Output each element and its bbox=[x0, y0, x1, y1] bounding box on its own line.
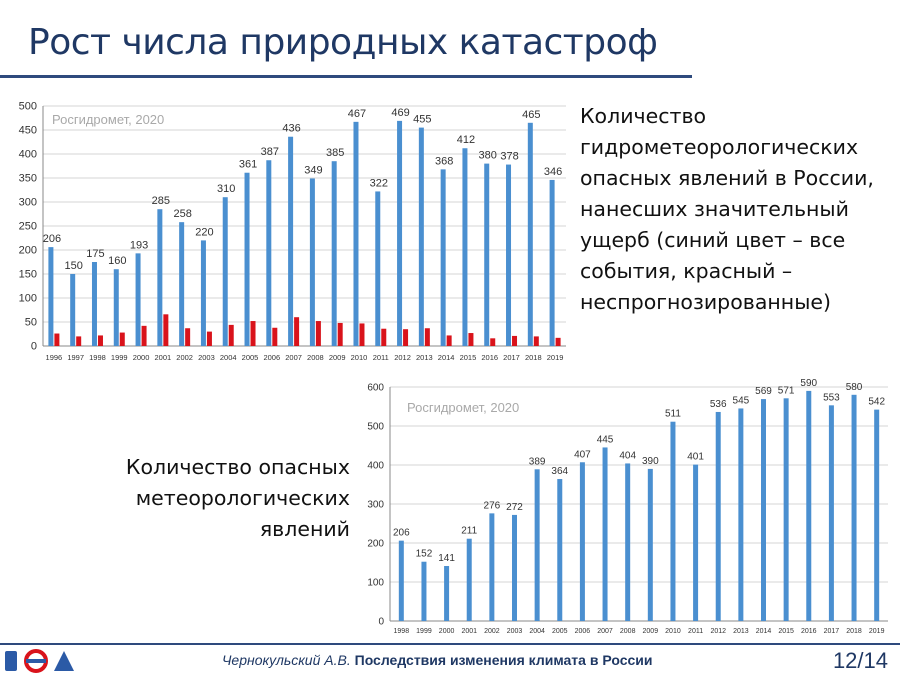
x-tick-label: 2001 bbox=[154, 353, 172, 362]
bar-all-events bbox=[444, 566, 449, 621]
bar-data-label: 389 bbox=[528, 456, 546, 468]
bar-all-events bbox=[625, 463, 630, 621]
x-tick-label: 2013 bbox=[416, 353, 433, 362]
bar-data-label: 385 bbox=[326, 147, 345, 160]
bar-all-events bbox=[603, 447, 608, 621]
bar-data-label: 150 bbox=[64, 260, 83, 272]
bar-data-label: 175 bbox=[86, 248, 105, 260]
bar-unforecast-events bbox=[142, 326, 147, 346]
x-tick-label: 2015 bbox=[459, 353, 477, 362]
bar-unforecast-events bbox=[316, 321, 321, 346]
bar-unforecast-events bbox=[251, 321, 256, 346]
bar-data-label: 349 bbox=[304, 164, 323, 177]
bar-all-events bbox=[48, 247, 53, 346]
bar-all-events bbox=[512, 515, 517, 621]
bar-all-events bbox=[399, 541, 404, 621]
y-tick-label: 500 bbox=[367, 421, 384, 433]
bar-data-label: 361 bbox=[238, 158, 258, 171]
bar-data-label: 276 bbox=[483, 500, 501, 512]
bar-data-label: 152 bbox=[415, 548, 433, 560]
bar-all-events bbox=[693, 465, 698, 621]
chart-source-annotation: Росгидромет, 2020 bbox=[407, 400, 520, 415]
bar-unforecast-events bbox=[76, 336, 81, 346]
x-tick-label: 2017 bbox=[823, 628, 840, 635]
x-tick-label: 2002 bbox=[484, 628, 500, 635]
bar-data-label: 404 bbox=[619, 450, 637, 462]
bar-unforecast-events bbox=[425, 328, 430, 346]
bar-unforecast-events bbox=[163, 314, 168, 346]
x-tick-label: 2013 bbox=[733, 628, 749, 635]
bar-all-events bbox=[738, 408, 743, 621]
bar-all-events bbox=[223, 197, 228, 346]
bar-unforecast-events bbox=[534, 336, 539, 346]
bar-data-label: 445 bbox=[596, 434, 614, 446]
bar-all-events bbox=[397, 121, 402, 346]
x-tick-label: 2019 bbox=[868, 628, 885, 635]
x-tick-label: 2003 bbox=[506, 628, 523, 635]
footer-caption bbox=[222, 652, 652, 668]
bar-unforecast-events bbox=[98, 335, 103, 346]
page-number: 12/14 bbox=[832, 648, 888, 673]
bar-data-label: 272 bbox=[506, 501, 523, 513]
bar-data-label: 511 bbox=[664, 408, 681, 420]
bar-data-label: 160 bbox=[108, 255, 127, 268]
y-tick-label: 150 bbox=[18, 268, 37, 281]
y-tick-label: 100 bbox=[367, 577, 384, 589]
y-tick-label: 50 bbox=[24, 316, 37, 329]
bar-data-label: 401 bbox=[687, 451, 704, 463]
y-tick-label: 400 bbox=[18, 148, 37, 161]
x-tick-label: 2008 bbox=[619, 628, 636, 635]
bar-data-label: 211 bbox=[461, 525, 478, 537]
x-tick-label: 2012 bbox=[394, 353, 411, 362]
bar-unforecast-events bbox=[272, 328, 277, 346]
bar-unforecast-events bbox=[120, 333, 125, 346]
bar-all-events bbox=[580, 462, 585, 621]
bar-all-events bbox=[874, 410, 879, 621]
bar-all-events bbox=[506, 165, 511, 346]
y-tick-label: 200 bbox=[367, 538, 384, 550]
bar-all-events bbox=[70, 274, 75, 346]
y-tick-label: 100 bbox=[18, 292, 37, 305]
chart1-description: Количество гидрометеорологических опасных явлений в России, нанесших значительный ущерб (синий цвет – все события, красный – неспрогнозированные) bbox=[580, 104, 874, 314]
bar-all-events bbox=[829, 405, 834, 621]
bar-data-label: 220 bbox=[195, 226, 214, 239]
bar-all-events bbox=[484, 164, 489, 346]
x-tick-label: 2009 bbox=[642, 628, 659, 635]
bar-all-events bbox=[157, 209, 162, 346]
bar-unforecast-events bbox=[556, 338, 561, 346]
bar-unforecast-events bbox=[294, 317, 299, 346]
x-tick-label: 2010 bbox=[350, 353, 368, 362]
bar-data-label: 412 bbox=[456, 134, 476, 147]
x-tick-label: 1997 bbox=[67, 353, 85, 362]
bar-data-label: 285 bbox=[151, 195, 171, 208]
y-tick-label: 300 bbox=[367, 499, 384, 511]
x-tick-label: 2011 bbox=[372, 353, 389, 362]
bar-all-events bbox=[550, 180, 555, 346]
chart1-svg bbox=[0, 96, 570, 366]
bar-all-events bbox=[670, 422, 675, 621]
y-tick-label: 600 bbox=[367, 382, 384, 394]
bar-data-label: 407 bbox=[574, 449, 591, 461]
bar-all-events bbox=[201, 240, 206, 346]
bar-data-label: 364 bbox=[551, 466, 569, 478]
chart2-svg bbox=[355, 378, 900, 640]
bar-data-label: 580 bbox=[845, 381, 863, 393]
title-divider bbox=[0, 75, 692, 78]
bar-all-events bbox=[179, 222, 184, 346]
bar-data-label: 387 bbox=[260, 146, 279, 159]
x-tick-label: 2004 bbox=[219, 353, 237, 362]
bar-all-events bbox=[375, 191, 380, 346]
bar-data-label: 390 bbox=[641, 455, 659, 467]
bar-unforecast-events bbox=[447, 335, 452, 346]
footer-presentation-title: Последствия изменения климата в России bbox=[354, 652, 653, 668]
bar-data-label: 141 bbox=[438, 553, 455, 565]
bar-unforecast-events bbox=[359, 323, 364, 346]
footer-divider bbox=[0, 643, 900, 645]
bar-data-label: 569 bbox=[755, 386, 772, 398]
y-tick-label: 200 bbox=[18, 244, 37, 257]
x-tick-label: 2014 bbox=[755, 628, 772, 635]
x-tick-label: 2006 bbox=[574, 628, 591, 635]
y-tick-label: 250 bbox=[18, 220, 37, 233]
bar-data-label: 206 bbox=[392, 527, 410, 539]
y-tick-label: 450 bbox=[18, 124, 37, 137]
bar-unforecast-events bbox=[468, 333, 473, 346]
footer-author: Чернокульский А.В. bbox=[222, 652, 351, 668]
x-tick-label: 2017 bbox=[503, 353, 520, 362]
bar-all-events bbox=[716, 412, 721, 621]
x-tick-label: 1999 bbox=[110, 353, 128, 362]
x-tick-label: 2004 bbox=[529, 628, 545, 635]
bar-unforecast-events bbox=[229, 325, 234, 346]
bar-data-label: 258 bbox=[173, 208, 192, 221]
bar-unforecast-events bbox=[54, 334, 59, 346]
x-tick-label: 2015 bbox=[778, 628, 794, 635]
bar-all-events bbox=[462, 148, 467, 346]
bar-data-label: 206 bbox=[42, 233, 62, 246]
bar-data-label: 378 bbox=[500, 150, 519, 163]
x-tick-label: 1998 bbox=[393, 628, 410, 635]
slide-title: Рост числа природных катастроф bbox=[28, 22, 658, 63]
x-tick-label: 2000 bbox=[438, 628, 455, 635]
bar-data-label: 322 bbox=[369, 177, 388, 190]
bar-data-label: 536 bbox=[709, 398, 727, 410]
x-tick-label: 2005 bbox=[241, 353, 259, 362]
y-tick-label: 0 bbox=[30, 340, 37, 353]
bar-data-label: 590 bbox=[800, 378, 818, 389]
bar-all-events bbox=[419, 128, 424, 346]
x-tick-label: 2018 bbox=[524, 353, 542, 362]
bar-all-events bbox=[806, 391, 811, 621]
institute-logo bbox=[4, 648, 76, 674]
bar-unforecast-events bbox=[512, 336, 517, 346]
bar-all-events bbox=[136, 253, 141, 346]
x-tick-label: 2018 bbox=[846, 628, 862, 635]
bar-unforecast-events bbox=[403, 329, 408, 346]
bar-all-events bbox=[114, 269, 119, 346]
bar-all-events bbox=[332, 161, 337, 346]
chart2-description: Количество опасных метеорологических явлений bbox=[125, 455, 350, 541]
bar-all-events bbox=[421, 562, 426, 621]
hazard-events-chart bbox=[0, 96, 570, 366]
bar-all-events bbox=[535, 469, 540, 621]
x-tick-label: 2016 bbox=[800, 628, 817, 635]
meteorological-events-chart bbox=[355, 378, 900, 640]
bar-data-label: 310 bbox=[217, 183, 236, 196]
bar-all-events bbox=[266, 160, 271, 346]
x-tick-label: 2012 bbox=[710, 628, 727, 635]
y-tick-label: 350 bbox=[18, 172, 37, 185]
x-tick-label: 2007 bbox=[597, 628, 613, 635]
bar-all-events bbox=[784, 398, 789, 621]
y-tick-label: 500 bbox=[18, 100, 37, 113]
bar-data-label: 465 bbox=[522, 108, 541, 121]
x-tick-label: 2007 bbox=[285, 353, 302, 362]
x-tick-label: 2001 bbox=[461, 628, 478, 635]
bar-data-label: 571 bbox=[777, 385, 795, 397]
bar-unforecast-events bbox=[207, 332, 212, 346]
bar-data-label: 346 bbox=[543, 165, 563, 178]
bar-unforecast-events bbox=[381, 329, 386, 346]
bar-all-events bbox=[528, 123, 533, 346]
bar-all-events bbox=[467, 539, 472, 621]
x-tick-label: 2000 bbox=[132, 353, 150, 362]
x-tick-label: 2006 bbox=[263, 353, 281, 362]
bar-data-label: 542 bbox=[868, 396, 886, 408]
bar-all-events bbox=[441, 169, 446, 346]
bar-data-label: 368 bbox=[434, 155, 454, 168]
bar-all-events bbox=[648, 469, 653, 621]
chart-source-annotation: Росгидромет, 2020 bbox=[52, 112, 165, 127]
bar-all-events bbox=[288, 137, 293, 346]
bar-data-label: 553 bbox=[823, 392, 840, 404]
y-tick-label: 0 bbox=[378, 616, 384, 628]
x-tick-label: 2003 bbox=[198, 353, 215, 362]
bar-data-label: 380 bbox=[478, 149, 497, 162]
logo-text: ИФА bbox=[40, 673, 43, 674]
bar-unforecast-events bbox=[338, 323, 343, 346]
x-tick-label: 1998 bbox=[89, 353, 106, 362]
x-tick-label: 2008 bbox=[307, 353, 324, 362]
bar-all-events bbox=[353, 122, 358, 346]
bar-data-label: 193 bbox=[129, 239, 149, 252]
bar-all-events bbox=[761, 399, 766, 621]
x-tick-label: 2014 bbox=[437, 353, 455, 362]
bar-all-events bbox=[92, 262, 97, 346]
x-tick-label: 2005 bbox=[551, 628, 568, 635]
x-tick-label: 1999 bbox=[416, 628, 432, 635]
y-tick-label: 300 bbox=[18, 196, 37, 209]
x-tick-label: 2009 bbox=[328, 353, 346, 362]
bar-all-events bbox=[852, 395, 857, 621]
x-tick-label: 2019 bbox=[546, 353, 564, 362]
x-tick-label: 2011 bbox=[688, 628, 704, 635]
bar-all-events bbox=[310, 178, 315, 346]
bar-data-label: 469 bbox=[391, 106, 410, 119]
bar-data-label: 545 bbox=[732, 395, 750, 407]
bar-all-events bbox=[245, 173, 250, 346]
bar-unforecast-events bbox=[490, 338, 495, 346]
x-tick-label: 2010 bbox=[665, 628, 681, 635]
bar-unforecast-events bbox=[185, 328, 190, 346]
bar-data-label: 467 bbox=[347, 107, 367, 120]
x-tick-label: 2002 bbox=[176, 353, 193, 362]
x-tick-label: 1996 bbox=[45, 353, 63, 362]
x-tick-label: 2016 bbox=[481, 353, 499, 362]
y-tick-label: 400 bbox=[367, 460, 384, 472]
bar-all-events bbox=[557, 479, 562, 621]
bar-data-label: 455 bbox=[413, 113, 432, 126]
bar-all-events bbox=[489, 513, 494, 621]
bar-data-label: 436 bbox=[282, 122, 301, 135]
